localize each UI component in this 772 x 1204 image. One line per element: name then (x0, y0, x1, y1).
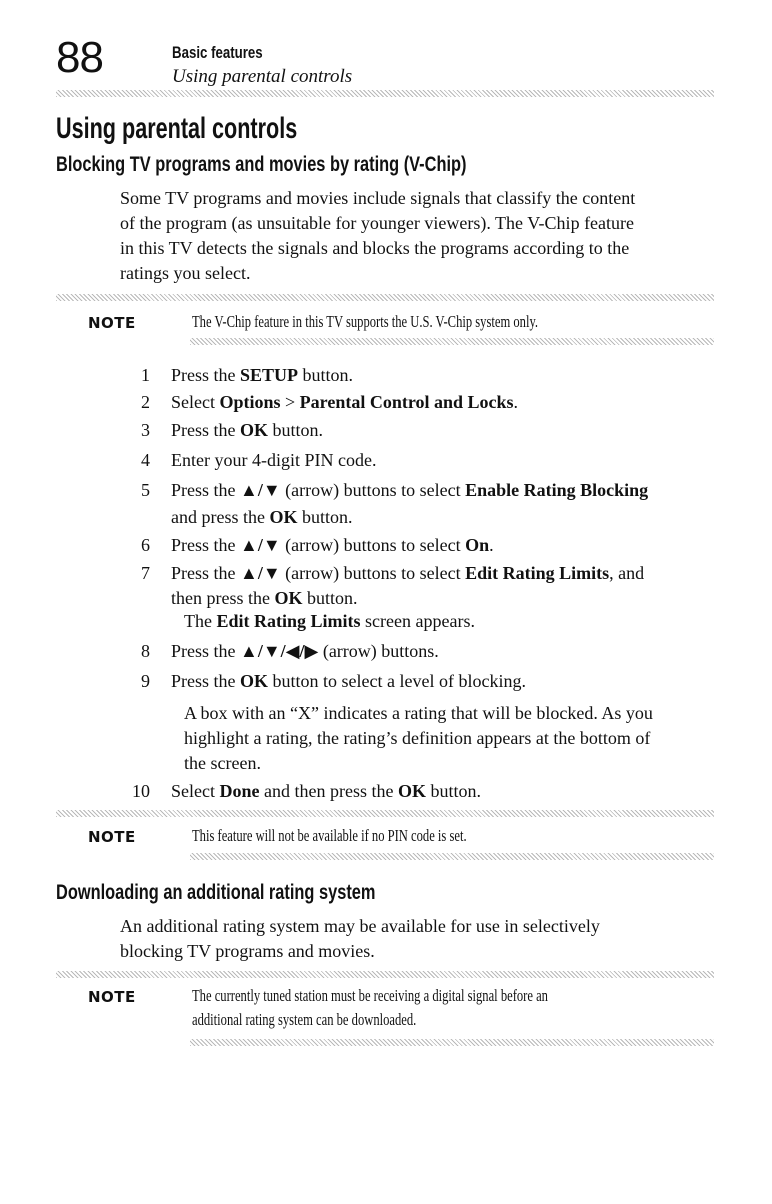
note-rule-top (56, 971, 714, 978)
page-title: Using parental controls (56, 112, 298, 145)
download-intro-line: blocking TV programs and movies. (120, 941, 375, 961)
note-text (192, 984, 548, 1032)
step-9-result-line: highlight a rating, the rating’s definition appears at the bottom of (184, 728, 651, 748)
step-text: Select Done and then press the OK button. (171, 781, 481, 801)
header-rule (56, 90, 714, 97)
note-text-line: The currently tuned station must be receiving a digital signal before an (192, 986, 548, 1005)
step-number: 9 (141, 671, 150, 691)
vchip-intro (120, 186, 720, 286)
step-text: Press the OK button. (171, 420, 324, 440)
step-number: 6 (141, 535, 150, 555)
step-number: 5 (141, 480, 150, 500)
download-intro-line: An additional rating system may be available for use in selectively (120, 916, 600, 936)
vchip-intro-line: ratings you select. (120, 263, 251, 283)
step-text: Press the ▲/▼ (arrow) buttons to select Enable Rating Blocking (171, 480, 649, 500)
note-rule-bottom (190, 338, 714, 345)
step-text: Press the ▲/▼ (arrow) buttons to select On. (171, 535, 494, 555)
header-subsection-title: Using parental controls (172, 66, 353, 87)
note-label: NOTE (88, 828, 136, 846)
download-intro (120, 914, 720, 964)
note-text-line: additional rating system can be downloaded. (192, 1010, 417, 1029)
step-number: 1 (141, 365, 150, 385)
step-text: Press the ▲/▼/◀/▶ (arrow) buttons. (171, 641, 439, 661)
note-label: NOTE (88, 988, 136, 1006)
note-label: NOTE (88, 314, 136, 332)
step-9-result-line: A box with an “X” indicates a rating that will be blocked. As you (184, 703, 653, 723)
step-9-result (184, 701, 724, 776)
step-7-result: The Edit Rating Limits screen appears. (184, 611, 475, 631)
note-text: This feature will not be available if no PIN code is set. (192, 826, 467, 845)
note-rule-bottom (190, 1039, 714, 1046)
step-text: Select Options > Parental Control and Locks. (171, 392, 519, 412)
page-number: 88 (56, 33, 103, 82)
step-number: 2 (141, 392, 150, 412)
step-text-continued: then press the OK button. (171, 588, 358, 608)
note-rule-top (56, 810, 714, 817)
step-text: Press the OK button to select a level of blocking. (171, 671, 526, 691)
step-text-continued: and press the OK button. (171, 507, 353, 527)
note-text: The V-Chip feature in this TV supports the U.S. V-Chip system only. (192, 312, 539, 331)
vchip-intro-line: Some TV programs and movies include signals that classify the content (120, 188, 636, 208)
note-rule-top (56, 294, 714, 301)
step-number: 7 (141, 563, 150, 583)
vchip-heading: Blocking TV programs and movies by rating (V-Chip) (56, 153, 467, 176)
vchip-intro-line: of the program (as unsuitable for younger viewers). The V-Chip feature (120, 213, 635, 233)
step-text: Press the SETUP button. (171, 365, 354, 385)
step-9-result-line: the screen. (184, 753, 261, 773)
vchip-intro-line: in this TV detects the signals and blocks the programs according to the (120, 238, 630, 258)
step-number: 4 (141, 450, 150, 470)
header-section-title: Basic features (172, 43, 263, 62)
note-rule-bottom (190, 853, 714, 860)
step-number: 8 (141, 641, 150, 661)
step-number: 3 (141, 420, 150, 440)
step-text: Press the ▲/▼ (arrow) buttons to select Edit Rating Limits, and (171, 563, 645, 583)
step-text: Enter your 4-digit PIN code. (171, 450, 377, 470)
step-number: 10 (132, 781, 150, 801)
download-heading: Downloading an additional rating system (56, 881, 376, 904)
